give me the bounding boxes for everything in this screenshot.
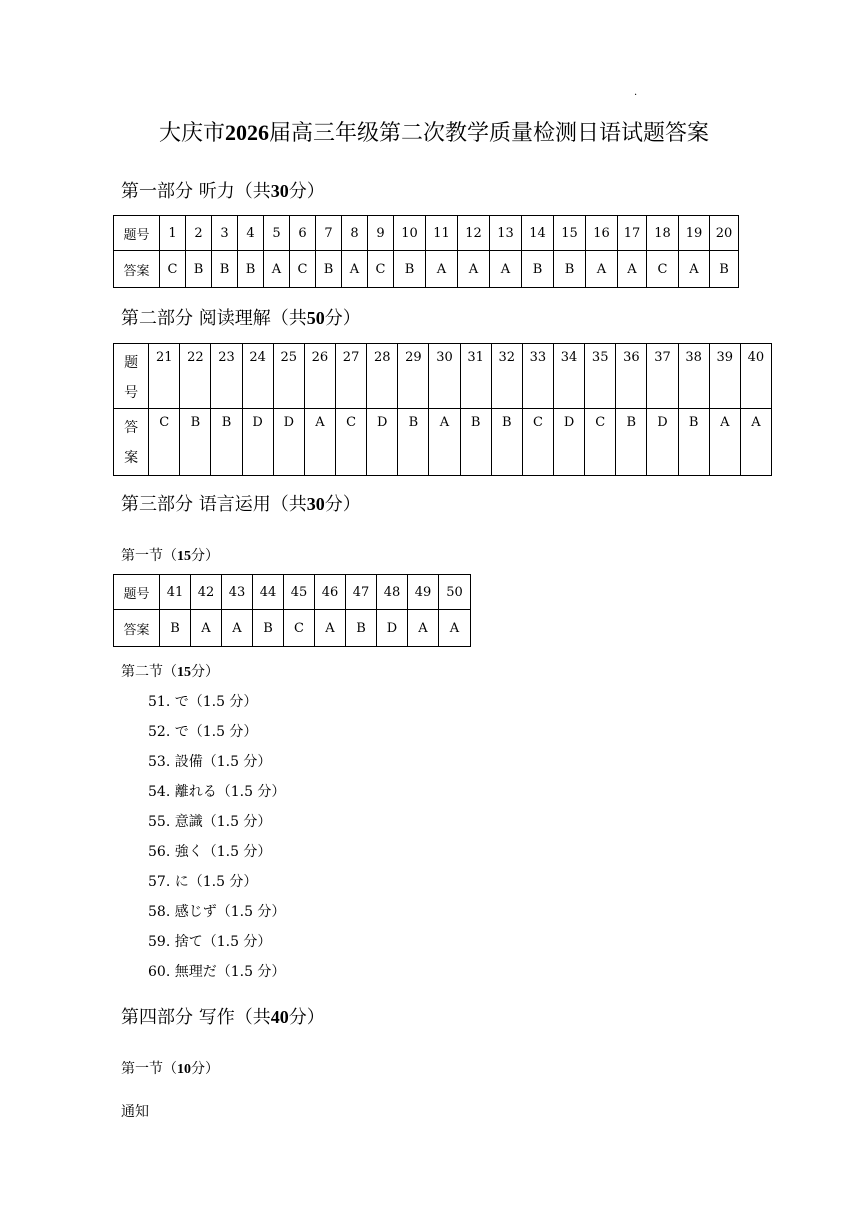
part2-answer-row: [114, 409, 772, 476]
question-number: 42: [191, 575, 222, 610]
question-number: 32: [491, 344, 522, 409]
list-item: 56. 強く（1.5 分）: [148, 844, 272, 860]
list-item: 60. 無理だ（1.5 分）: [148, 964, 286, 980]
answer-cell: B: [180, 409, 211, 476]
part3-question-row: [114, 575, 471, 610]
question-number: 1: [160, 216, 186, 251]
answer-cell: A: [458, 251, 490, 288]
corner-mark: .: [634, 87, 638, 98]
question-number-header: [114, 344, 149, 409]
question-number: 7: [316, 216, 342, 251]
list-item: 52. で（1.5 分）: [148, 724, 258, 740]
part4-section1-heading: [121, 1059, 219, 1080]
question-number: 10: [394, 216, 426, 251]
part2-answer-table: [113, 343, 772, 476]
list-item: 53. 設備（1.5 分）: [148, 754, 272, 770]
answer-cell: D: [367, 409, 398, 476]
answer-cell: A: [315, 610, 346, 647]
question-number: 34: [553, 344, 584, 409]
question-number: 20: [710, 216, 739, 251]
question-number: 44: [253, 575, 284, 610]
answer-cell: A: [222, 610, 253, 647]
part1-points: 30: [270, 181, 289, 201]
answer-cell: C: [585, 409, 616, 476]
answer-header: 答案: [114, 251, 160, 288]
writing-heading: 通知: [121, 1104, 149, 1120]
question-number: 46: [315, 575, 346, 610]
part3-section1-heading: [121, 546, 219, 567]
answer-cell: B: [316, 251, 342, 288]
question-number: 43: [222, 575, 253, 610]
question-number: 47: [346, 575, 377, 610]
question-number: 11: [426, 216, 458, 251]
answer-cell: C: [160, 251, 186, 288]
answer-cell: C: [284, 610, 315, 647]
answer-cell: C: [336, 409, 367, 476]
section-points: 10: [177, 1062, 191, 1077]
answer-cell: D: [553, 409, 584, 476]
question-number: 49: [408, 575, 439, 610]
question-number: 22: [180, 344, 211, 409]
part3-answer-row: [114, 610, 471, 647]
answer-cell: D: [273, 409, 304, 476]
part4-name: 第四部分 写作（共: [121, 1007, 271, 1028]
part4-heading: [121, 1005, 325, 1030]
part2-heading: [121, 306, 361, 331]
answer-cell: C: [522, 409, 553, 476]
section-unit: 分）: [191, 548, 219, 564]
part1-answer-row: [114, 251, 739, 288]
answer-cell: A: [490, 251, 522, 288]
answer-cell: B: [253, 610, 284, 647]
part1-heading: [121, 179, 325, 204]
question-number: 5: [264, 216, 290, 251]
part3-points: 30: [306, 494, 325, 514]
list-item: 57. に（1.5 分）: [148, 874, 258, 890]
question-number: 29: [398, 344, 429, 409]
answer-cell: B: [160, 610, 191, 647]
title-suffix: 届高三年级第二次教学质量检测日语试题答案: [269, 121, 710, 146]
answer-cell: C: [149, 409, 180, 476]
answer-cell: B: [346, 610, 377, 647]
list-item: 58. 感じず（1.5 分）: [148, 904, 286, 920]
part1-unit: 分）: [288, 181, 325, 202]
answer-cell: B: [211, 409, 242, 476]
answer-cell: A: [408, 610, 439, 647]
question-number: 45: [284, 575, 315, 610]
title-year: 2026: [225, 120, 269, 145]
answer-header: [114, 409, 149, 476]
question-number: 38: [678, 344, 709, 409]
answer-header: 答案: [114, 610, 160, 647]
answer-cell: A: [304, 409, 335, 476]
question-number: 18: [647, 216, 679, 251]
part4-unit: 分）: [288, 1007, 325, 1028]
part3-heading: [121, 492, 361, 517]
part2-unit: 分）: [324, 308, 361, 329]
answer-cell: B: [491, 409, 522, 476]
answer-cell: B: [522, 251, 554, 288]
section-points: 15: [177, 665, 191, 680]
answer-cell: B: [186, 251, 212, 288]
question-number: 35: [585, 344, 616, 409]
question-number: 8: [342, 216, 368, 251]
question-number: 17: [618, 216, 647, 251]
question-number: 50: [439, 575, 471, 610]
question-number: 24: [242, 344, 273, 409]
part3-unit: 分）: [324, 494, 361, 515]
question-number: 30: [429, 344, 460, 409]
question-number: 31: [460, 344, 491, 409]
title-prefix: 大庆市: [158, 121, 225, 146]
section-unit: 分）: [191, 1061, 219, 1077]
list-item: 51. で（1.5 分）: [148, 694, 258, 710]
part3-answer-table: [113, 574, 471, 647]
section-label: 第一节（: [121, 548, 177, 564]
question-number: 27: [336, 344, 367, 409]
question-number: 23: [211, 344, 242, 409]
answer-cell: A: [439, 610, 471, 647]
answer-cell: C: [368, 251, 394, 288]
question-number: 2: [186, 216, 212, 251]
list-item: 55. 意識（1.5 分）: [148, 814, 272, 830]
answer-cell: B: [238, 251, 264, 288]
list-item: 54. 離れる（1.5 分）: [148, 784, 286, 800]
question-number: 37: [647, 344, 678, 409]
answer-cell: D: [377, 610, 408, 647]
question-number: 19: [679, 216, 710, 251]
header-char: 答: [124, 420, 139, 436]
header-char: 号: [124, 385, 139, 401]
question-number: 39: [709, 344, 740, 409]
answer-cell: A: [618, 251, 647, 288]
question-number-header: 题号: [114, 575, 160, 610]
page-title: [0, 118, 868, 149]
section-label: 第二节（: [121, 664, 177, 680]
answer-cell: A: [426, 251, 458, 288]
question-number: 48: [377, 575, 408, 610]
question-number-header: 题号: [114, 216, 160, 251]
part1-question-row: [114, 216, 739, 251]
question-number: 14: [522, 216, 554, 251]
answer-cell: B: [212, 251, 238, 288]
answer-cell: B: [460, 409, 491, 476]
part1-name: 第一部分 听力（共: [121, 181, 271, 202]
question-number: 15: [554, 216, 586, 251]
answer-cell: A: [679, 251, 710, 288]
question-number: 33: [522, 344, 553, 409]
answer-cell: D: [647, 409, 678, 476]
section-points: 15: [177, 549, 191, 564]
question-number: 21: [149, 344, 180, 409]
question-number: 40: [740, 344, 771, 409]
question-number: 25: [273, 344, 304, 409]
part2-points: 50: [306, 308, 325, 328]
question-number: 36: [616, 344, 647, 409]
answer-cell: D: [242, 409, 273, 476]
question-number: 41: [160, 575, 191, 610]
question-number: 6: [290, 216, 316, 251]
part2-name: 第二部分 阅读理解（共: [121, 308, 307, 329]
answer-cell: B: [616, 409, 647, 476]
answer-cell: A: [429, 409, 460, 476]
answer-cell: C: [290, 251, 316, 288]
answer-cell: A: [191, 610, 222, 647]
section-label: 第一节（: [121, 1061, 177, 1077]
part2-question-row: [114, 344, 772, 409]
fill-in-answer-list: [148, 692, 285, 992]
part3-section2-heading: [121, 662, 219, 683]
answer-cell: A: [586, 251, 618, 288]
question-number: 28: [367, 344, 398, 409]
answer-cell: B: [398, 409, 429, 476]
question-number: 4: [238, 216, 264, 251]
question-number: 9: [368, 216, 394, 251]
answer-cell: C: [647, 251, 679, 288]
answer-cell: B: [678, 409, 709, 476]
part3-name: 第三部分 语言运用（共: [121, 494, 307, 515]
question-number: 26: [304, 344, 335, 409]
header-char: 题: [124, 355, 139, 371]
answer-cell: A: [264, 251, 290, 288]
part4-points: 40: [270, 1007, 289, 1027]
answer-cell: A: [342, 251, 368, 288]
question-number: 3: [212, 216, 238, 251]
list-item: 59. 捨て（1.5 分）: [148, 934, 272, 950]
answer-cell: B: [394, 251, 426, 288]
header-char: 案: [124, 450, 139, 466]
question-number: 12: [458, 216, 490, 251]
question-number: 13: [490, 216, 522, 251]
question-number: 16: [586, 216, 618, 251]
answer-cell: A: [740, 409, 771, 476]
section-unit: 分）: [191, 664, 219, 680]
answer-cell: A: [709, 409, 740, 476]
answer-cell: B: [554, 251, 586, 288]
answer-cell: B: [710, 251, 739, 288]
part1-answer-table: [113, 215, 739, 288]
